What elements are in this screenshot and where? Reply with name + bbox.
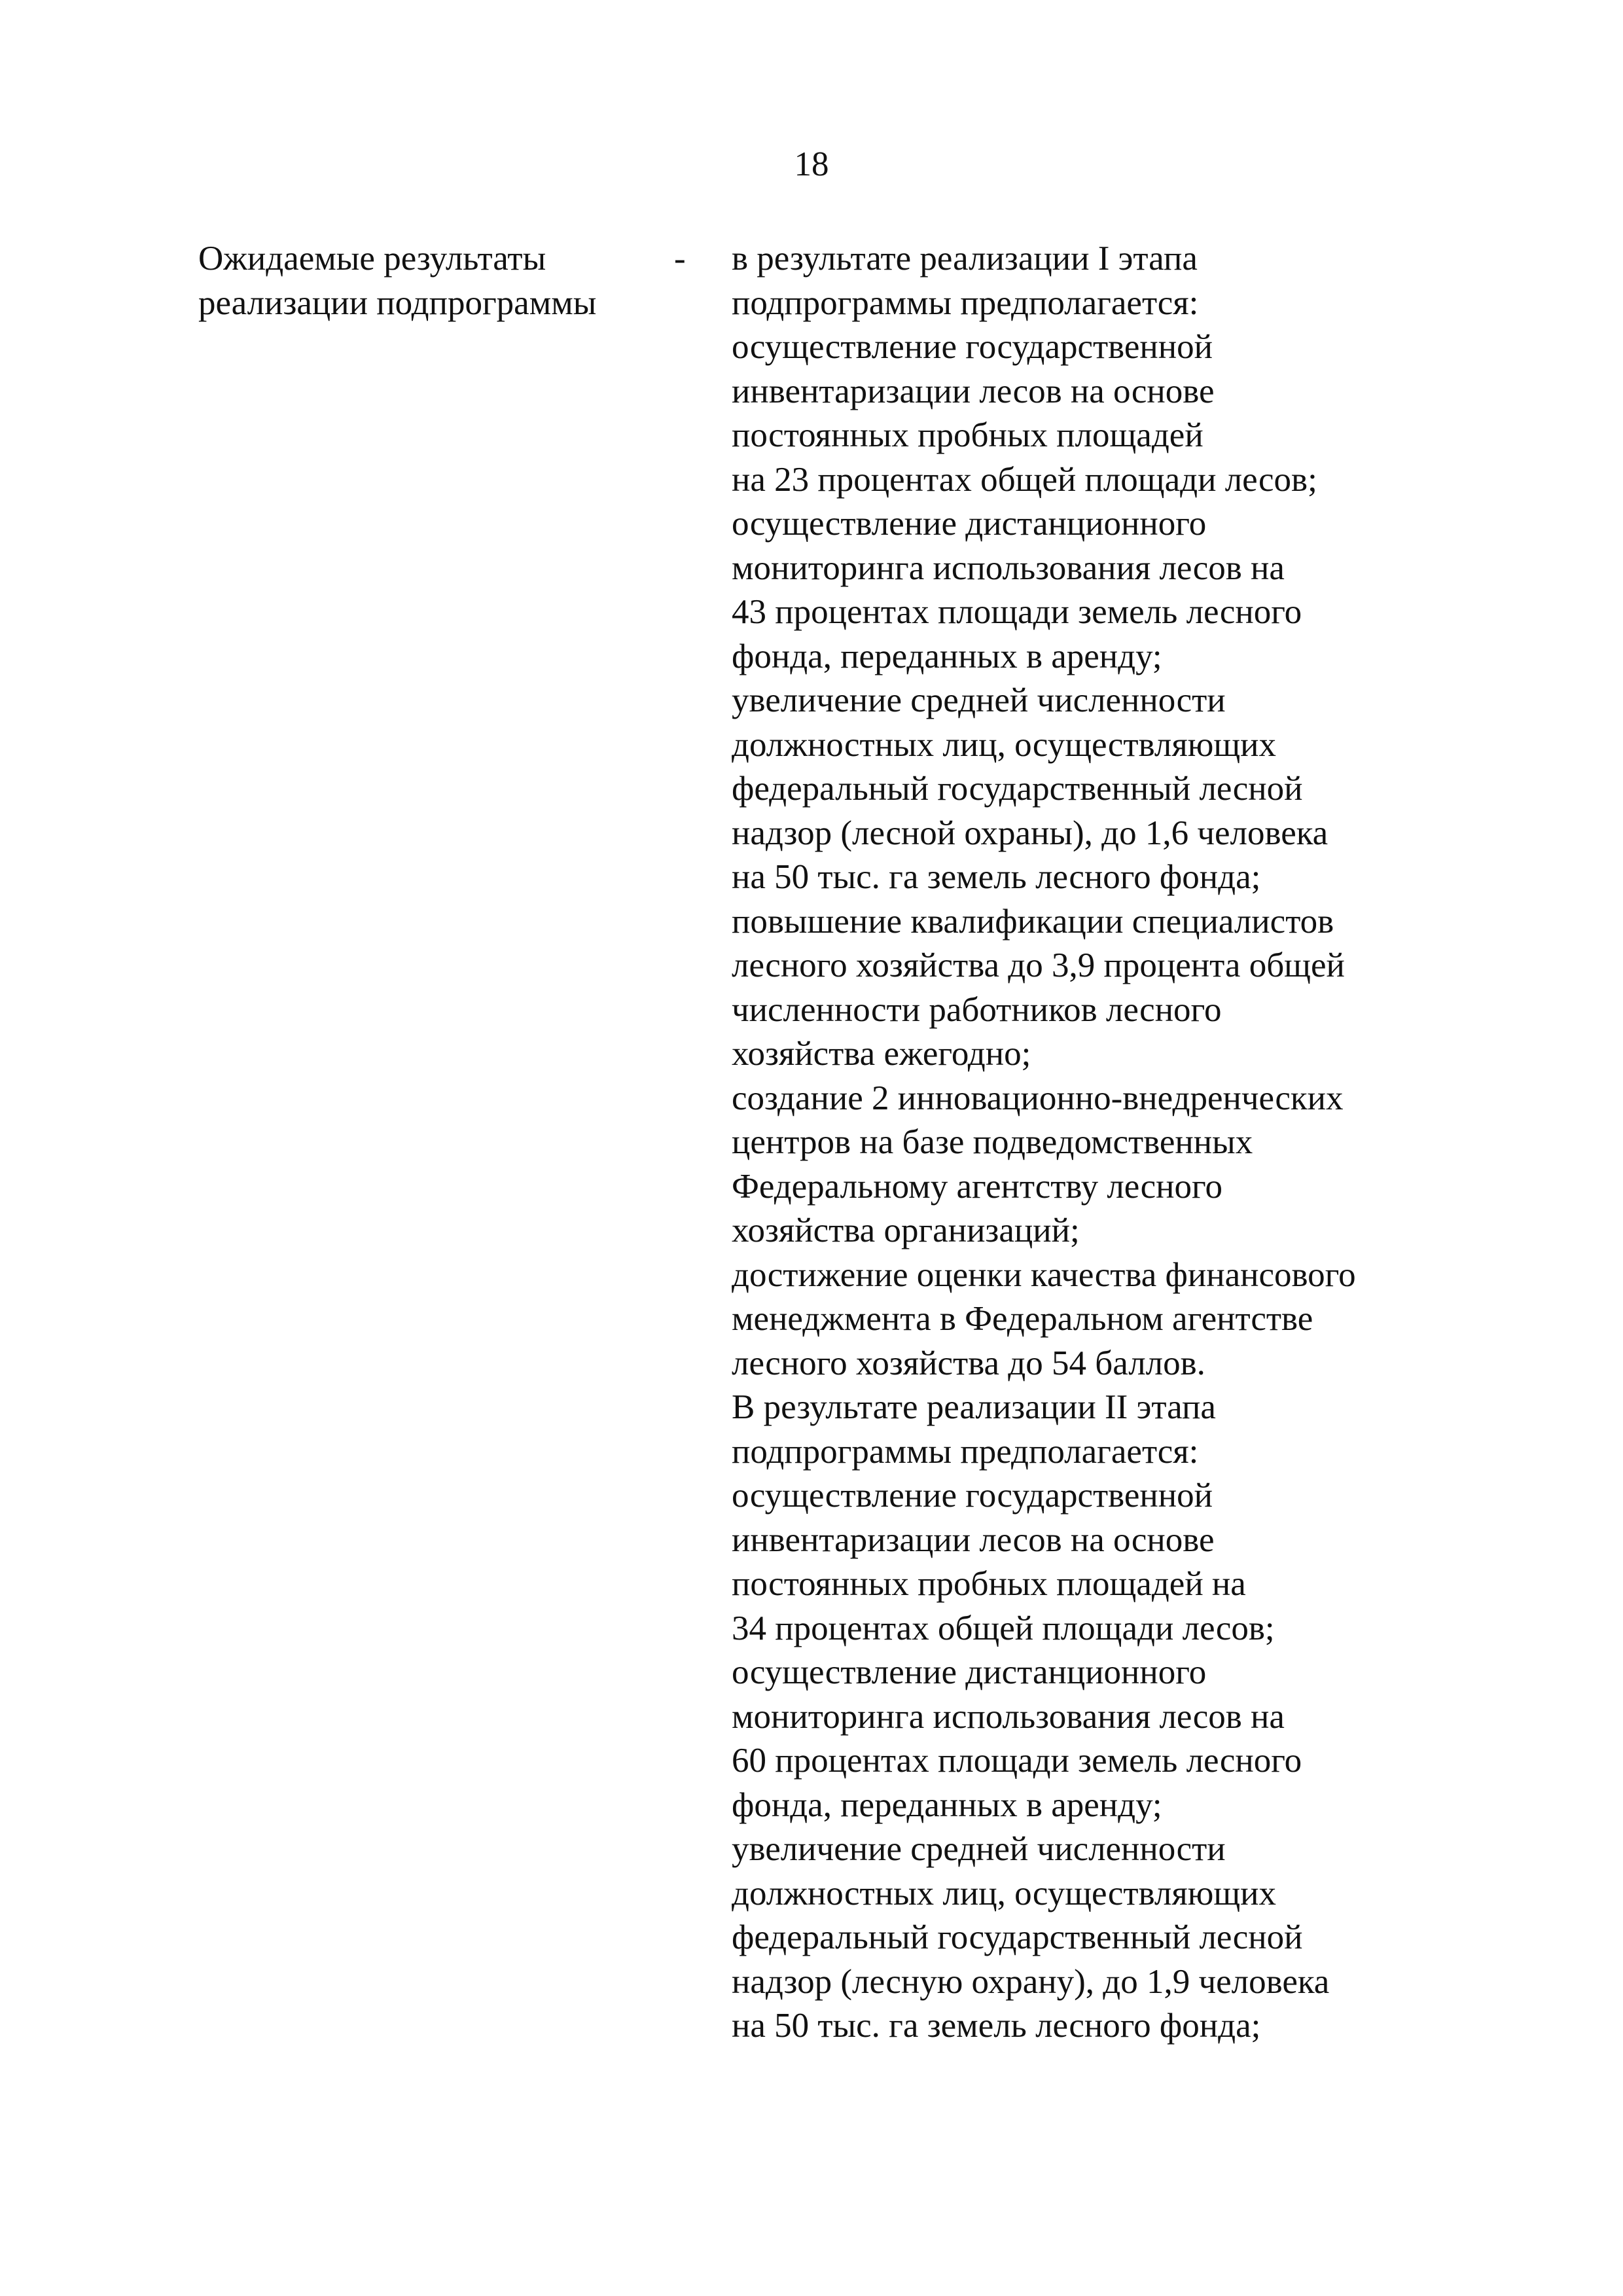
content-line: мониторинга использования лесов на	[732, 548, 1285, 587]
content-line: хозяйства организаций;	[732, 1211, 1080, 1249]
content-line: 60 процентах площади земель лесного	[732, 1742, 1302, 1780]
content-line: надзор (лесной охраны), до 1,6 человека	[732, 814, 1329, 852]
content-line: постоянных пробных площадей на	[732, 1565, 1246, 1603]
content-line: лесного хозяйства до 54 баллов.	[732, 1344, 1205, 1382]
row-label	[198, 237, 596, 325]
content-line: постоянных пробных площадей	[732, 416, 1204, 454]
content-line: достижение оценки качества финансового	[732, 1255, 1356, 1294]
content-line: увеличение средней численности	[732, 1830, 1226, 1868]
row-content	[732, 237, 1356, 2049]
page-number: 18	[794, 145, 829, 183]
content-line: должностных лиц, осуществляющих	[732, 725, 1277, 764]
content-line: на 50 тыс. га земель лесного фонда;	[732, 2007, 1261, 2045]
content-line: повышение квалификации специалистов	[732, 902, 1334, 941]
content-line: мониторинга использования лесов на	[732, 1697, 1285, 1736]
content-line: увеличение средней численности	[732, 681, 1226, 719]
content-line: хозяйства ежегодно;	[732, 1035, 1031, 1073]
content-line: осуществление дистанционного	[732, 1653, 1207, 1691]
content-line: в результате реализации I этапа	[732, 240, 1198, 278]
content-line: создание 2 инновационно-внедренческих	[732, 1079, 1344, 1117]
content-line: менеджмента в Федеральном агентстве	[732, 1300, 1313, 1338]
content-line: должностных лиц, осуществляющих	[732, 1874, 1277, 1912]
content-line: Федеральному агентству лесного	[732, 1167, 1222, 1206]
content-line: подпрограммы предполагается:	[732, 283, 1199, 322]
content-line: лесного хозяйства до 3,9 процента общей	[732, 946, 1345, 984]
content-line: 43 процентах площади земель лесного	[732, 593, 1302, 631]
content-line: инвентаризации лесов на основе	[732, 372, 1215, 410]
content-line: осуществление государственной	[732, 1477, 1213, 1515]
row-label-line: реализации подпрограммы	[198, 283, 597, 322]
content-line: численности работников лесного	[732, 990, 1222, 1029]
content-line: на 50 тыс. га земель лесного фонда;	[732, 858, 1261, 896]
content-line: подпрограммы предполагается:	[732, 1432, 1199, 1471]
content-line: осуществление дистанционного	[732, 505, 1207, 543]
content-line: федеральный государственный лесной	[732, 770, 1303, 808]
content-line: В результате реализации II этапа	[732, 1388, 1216, 1426]
content-line: инвентаризации лесов на основе	[732, 1520, 1215, 1559]
content-line: центров на базе подведомственных	[732, 1123, 1253, 1161]
content-line: фонда, переданных в аренду;	[732, 1785, 1162, 1824]
separator-dash: -	[674, 240, 686, 278]
row-label-line: Ожидаемые результаты	[198, 240, 546, 278]
content-line: надзор (лесную охрану), до 1,9 человека	[732, 1962, 1330, 2001]
content-line: федеральный государственный лесной	[732, 1918, 1303, 1956]
content-line: на 23 процентах общей площади лесов;	[732, 460, 1317, 499]
content-line: фонда, переданных в аренду;	[732, 637, 1162, 675]
content-line: осуществление государственной	[732, 328, 1213, 366]
content-line: 34 процентах общей площади лесов;	[732, 1609, 1275, 1647]
